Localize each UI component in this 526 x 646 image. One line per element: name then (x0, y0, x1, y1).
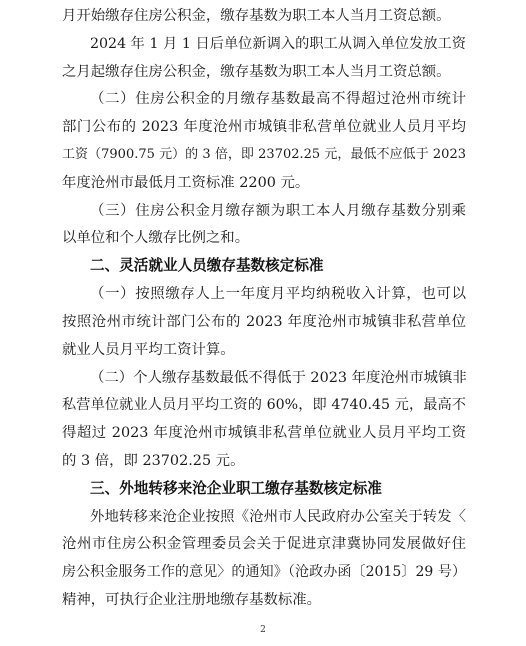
paragraph-6-line-3: 得超过 2023 年度沧州市城镇非私营单位就业人员月平均工资 (62, 425, 466, 441)
paragraph-7-line-4: 精神，可执行企业注册地缴存基数标准。 (62, 592, 322, 608)
paragraph-7-line-1: 外地转移来沧企业按照《沧州市人民政府办公室关于转发〈 (90, 509, 466, 525)
paragraph-3-line-1: （二）住房公积金的月缴存基数最高不得超过沧州市统计 (90, 91, 466, 107)
paragraph-4-line-1: （三）住房公积金月缴存额为职工本人月缴存基数分别乘 (90, 203, 466, 219)
paragraph-6-line-1: （二）个人缴存基数最低不得低于 2023 年度沧州市城镇非 (90, 370, 467, 386)
paragraph-3-line-3: 工资（7900.75 元）的 3 倍，即 23702.25 元，最低不应低于 2023 (62, 147, 466, 162)
paragraph-3-line-4: 年度沧州市最低月工资标准 2200 元。 (62, 175, 310, 191)
section-heading-2: 二、灵活就业人员缴存基数核定标准 (90, 257, 324, 274)
paragraph-5-line-2: 按照沧州市统计部门公布的 2023 年度沧州市城镇非私营单位 (62, 314, 466, 330)
section-heading-3: 三、外地转移来沧企业职工缴存基数核定标准 (90, 480, 382, 497)
paragraph-6-line-2: 私营单位就业人员月平均工资的 60%，即 4740.45 元，最高不 (62, 397, 466, 413)
paragraph-5-line-3: 就业人员月平均工资计算。 (62, 342, 235, 358)
paragraph-1-line-1: 月开始缴存住房公积金，缴存基数为职工本人当月工资总额。 (62, 8, 451, 24)
paragraph-4-line-2: 以单位和个人缴存比例之和。 (62, 230, 250, 246)
paragraph-7-line-2: 沧州市住房公积金管理委员会关于促进京津冀协同发展做好住 (62, 536, 466, 552)
paragraph-2-line-2: 之月起缴存住房公积金，缴存基数为职工本人当月工资总额。 (62, 64, 451, 80)
page-number: 2 (260, 625, 266, 635)
paragraph-7-line-3: 房公积金服务工作的意见〉的通知》（沧政办函〔2015〕29 号） (62, 564, 466, 580)
paragraph-5-line-1: （一）按照缴存人上一年度月平均纳税收入计算，也可以 (90, 286, 466, 302)
paragraph-6-line-4: 的 3 倍，即 23702.25 元。 (62, 453, 245, 469)
paragraph-3-line-2: 部门公布的 2023 年度沧州市城镇非私营单位就业人员月平均 (62, 119, 466, 135)
paragraph-2-line-1: 2024 年 1 月 1 日后单位新调入的职工从调入单位发放工资 (90, 36, 466, 52)
